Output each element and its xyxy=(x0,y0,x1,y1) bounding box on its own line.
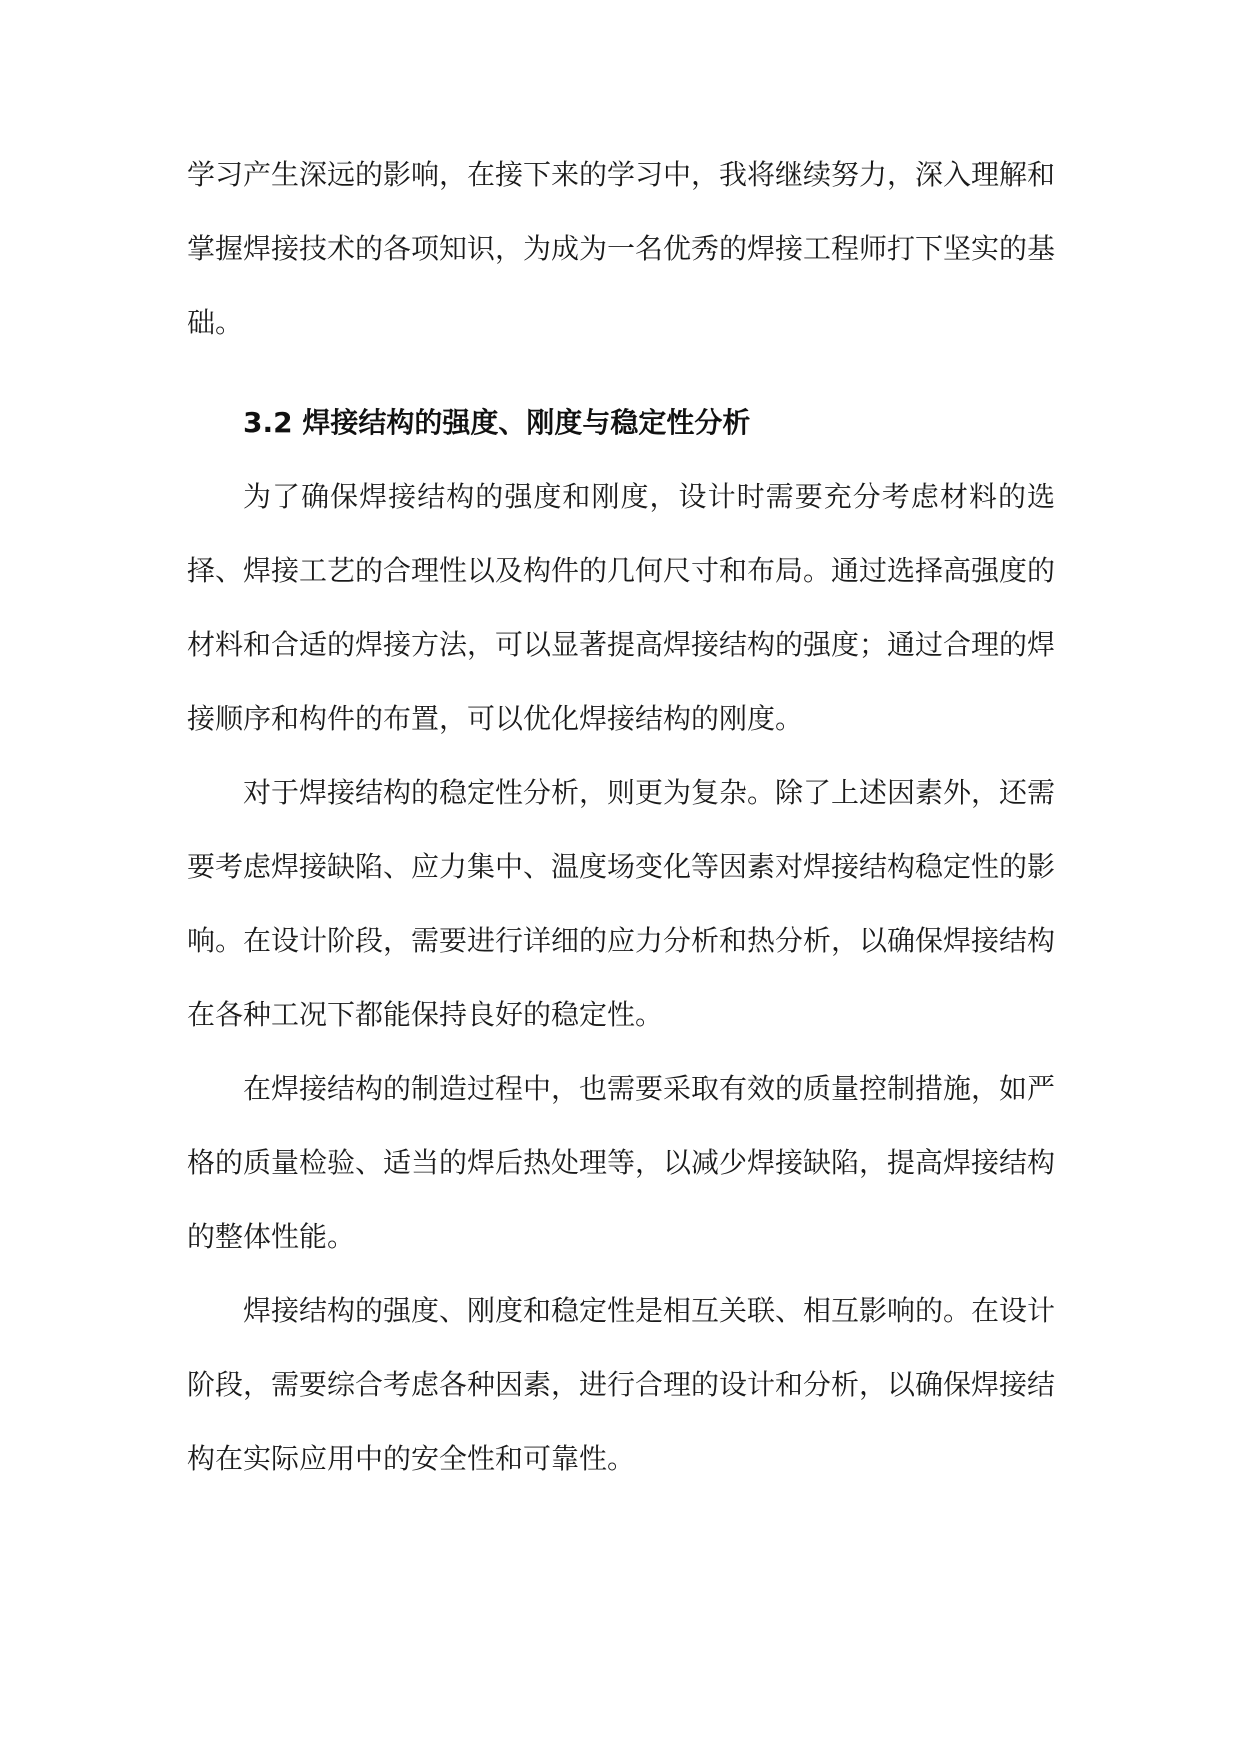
document-body xyxy=(187,138,1055,1496)
body-paragraph-4: 焊接结构的强度、刚度和稳定性是相互关联、相互影响的。在设计阶段，需要综合考虑各种因素，进行合理的设计和分析，以确保焊接结构在实际应用中的安全性和可靠性。 xyxy=(187,1294,1056,1475)
intro-paragraph: 学习产生深远的影响，在接下来的学习中，我将继续努力，深入理解和掌握焊接技术的各项知识，为成为一名优秀的焊接工程师打下坚实的基础。 xyxy=(187,158,1056,339)
body-paragraph-2: 对于焊接结构的稳定性分析，则更为复杂。除了上述因素外，还需要考虑焊接缺陷、应力集中、温度场变化等因素对焊接结构稳定性的影响。在设计阶段，需要进行详细的应力分析和热分析，以确保焊接结构在各种工况下都能保持良好的稳定性。 xyxy=(187,776,1056,1031)
section-heading: 3.2 焊接结构的强度、刚度与稳定性分析 xyxy=(243,406,751,439)
body-paragraph-3: 在焊接结构的制造过程中，也需要采取有效的质量控制措施，如严格的质量检验、适当的焊后热处理等，以减少焊接缺陷，提高焊接结构的整体性能。 xyxy=(187,1072,1056,1253)
body-paragraph-1: 为了确保焊接结构的强度和刚度，设计时需要充分考虑材料的选择、焊接工艺的合理性以及构件的几何尺寸和布局。通过选择高强度的材料和合适的焊接方法，可以显著提高焊接结构的强度；通过合理的焊接顺序和构件的布置，可以优化焊接结构的刚度。 xyxy=(187,480,1056,735)
